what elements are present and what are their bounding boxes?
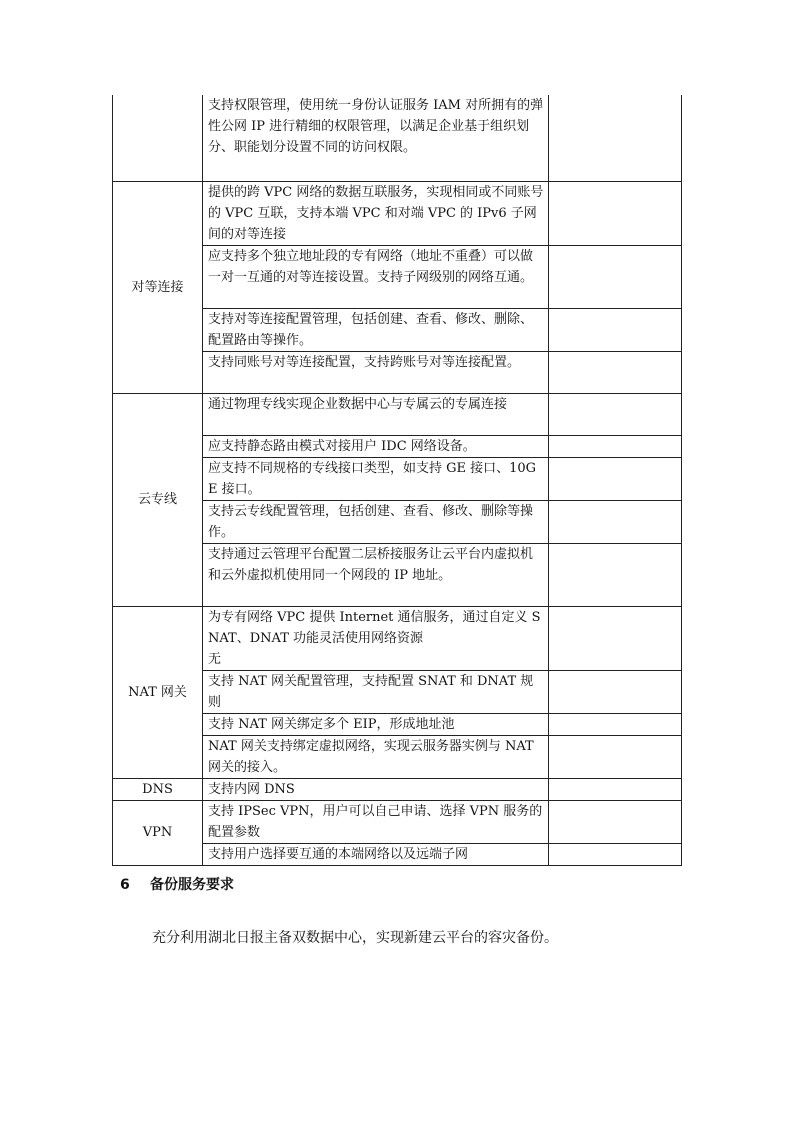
requirements-table [112,95,682,866]
requirement-cell: 支持通过云管理平台配置二层桥接服务让云平台内虚拟机和云外虚拟机使用同一个网段的 IP 地址。 [203,543,549,606]
response-cell [549,181,682,245]
response-cell [549,500,682,543]
response-cell [549,457,682,500]
response-cell [549,670,682,713]
requirement-cell: 应支持多个独立地址段的专有网络（地址不重叠）可以做一对一互通的对等连接设置。支持子网级别的网络互通。 [203,245,549,308]
response-cell [549,351,682,393]
requirement-cell: 支持云专线配置管理，包括创建、查看、修改、删除等操作。 [203,500,549,543]
requirement-cell: 支持同账号对等连接配置，支持跨账号对等连接配置。 [203,351,549,393]
requirement-cell: 通过物理专线实现企业数据中心与专属云的专属连接 [203,393,549,435]
category-cell [113,95,203,181]
requirement-cell: 支持 NAT 网关配置管理，支持配置 SNAT 和 DNAT 规则 [203,670,549,713]
section-title: 备份服务要求 [150,877,234,893]
category-cell: NAT 网关 [113,606,203,778]
response-cell [549,843,682,865]
section-heading [120,874,234,894]
category-cell: DNS [113,778,203,800]
response-cell [549,713,682,735]
category-cell: VPN [113,800,203,865]
requirement-cell: 提供的跨 VPC 网络的数据互联服务，实现相同或不同账号的 VPC 互联，支持本端 VPC 和对端 VPC 的 IPv6 子网间的对等连接 [203,181,549,245]
response-cell [549,778,682,800]
requirement-cell: 支持用户选择要互通的本端网络以及远端子网 [203,843,549,865]
requirement-cell: 为专有网络 VPC 提供 Internet 通信服务，通过自定义 SNAT、DNAT 功能灵活使用网络资源 无 [203,606,549,670]
table-row [113,181,682,245]
table-row [113,778,682,800]
requirement-cell: 应支持不同规格的专线接口类型，如支持 GE 接口、10GE 接口。 [203,457,549,500]
section-number: 6 [120,877,130,893]
response-cell [549,95,682,181]
requirement-cell: 支持权限管理，使用统一身份认证服务 IAM 对所拥有的弹性公网 IP 进行精细的权限管理，以满足企业基于组织划分、职能划分设置不同的访问权限。 [203,95,549,181]
response-cell [549,735,682,778]
response-cell [549,435,682,457]
response-cell [549,543,682,606]
requirement-cell: 支持 NAT 网关绑定多个 EIP，形成地址池 [203,713,549,735]
requirement-cell: 应支持静态路由模式对接用户 IDC 网络设备。 [203,435,549,457]
response-cell [549,308,682,351]
response-cell [549,800,682,843]
category-cell: 对等连接 [113,181,203,393]
table-row [113,393,682,435]
table-row [113,606,682,670]
requirement-cell: 支持 IPSec VPN，用户可以自己申请、选择 VPN 服务的配置参数 [203,800,549,843]
requirement-cell: 支持对等连接配置管理，包括创建、查看、修改、删除、配置路由等操作。 [203,308,549,351]
section-paragraph: 充分利用湖北日报主备双数据中心，实现新建云平台的容灾备份。 [152,930,558,946]
category-cell: 云专线 [113,393,203,606]
requirement-cell: NAT 网关支持绑定虚拟网络，实现云服务器实例与 NAT 网关的接入。 [203,735,549,778]
response-cell [549,245,682,308]
response-cell [549,606,682,670]
table-row [113,800,682,843]
table-row [113,95,682,181]
response-cell [549,393,682,435]
requirement-cell: 支持内网 DNS [203,778,549,800]
